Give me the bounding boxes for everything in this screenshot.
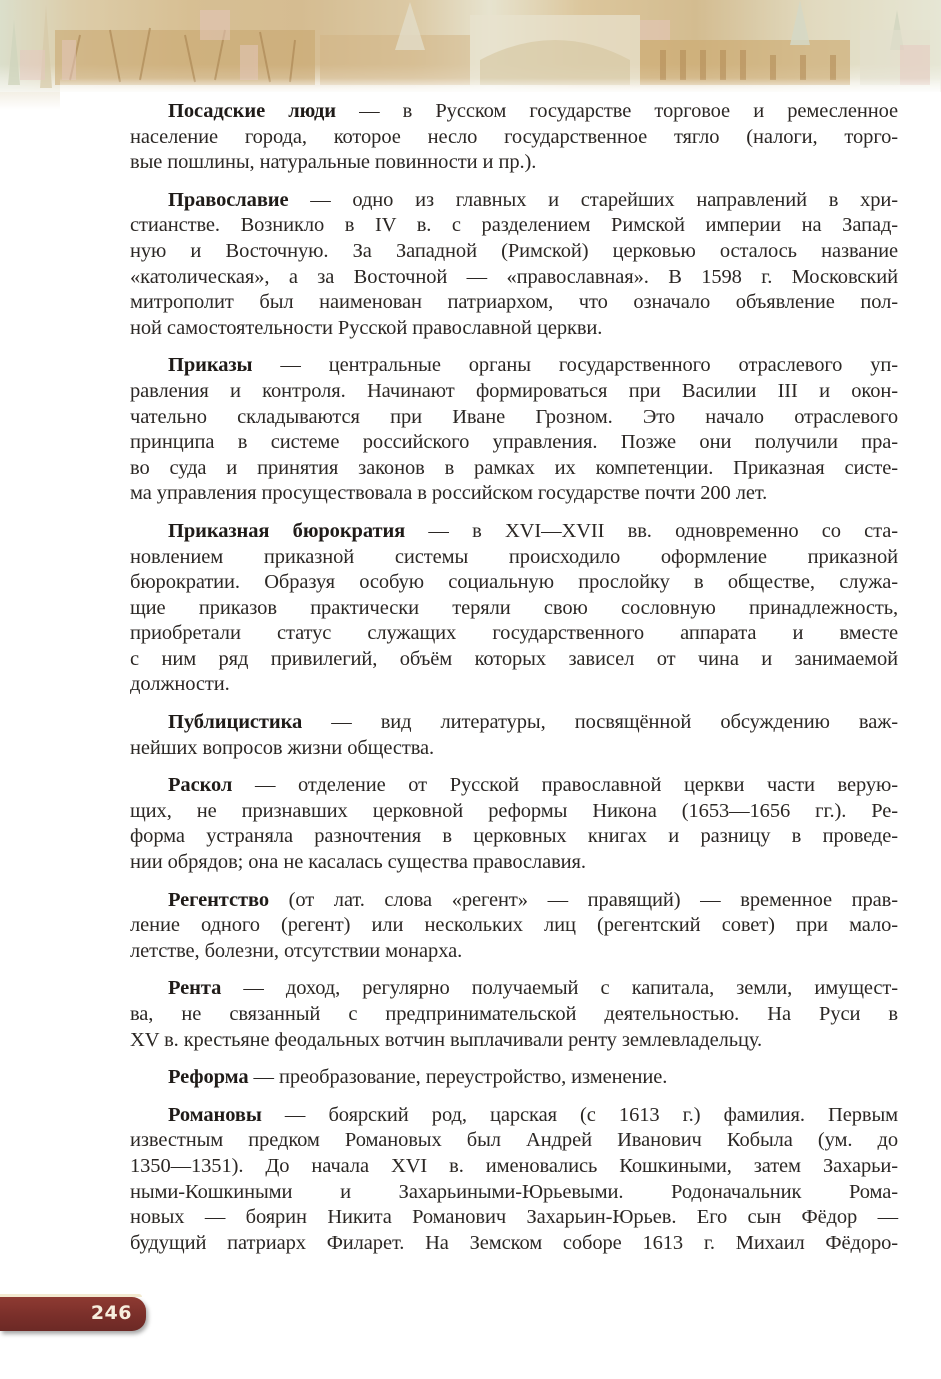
- glossary-term: Приказы: [168, 354, 253, 377]
- entry-line: Публицистика — вид литературы, посвящённой обсуждению важ-: [168, 711, 898, 734]
- entry-line: форма устраняла разночтения в церковных книгах и разницу в проведе-: [130, 825, 898, 848]
- entry-line: новлением приказной системы происходило оформление приказной: [130, 545, 898, 568]
- glossary-term: Православие: [168, 188, 289, 211]
- entry-line: ной самостоятельности Русской православной церкви.: [130, 316, 603, 339]
- entry-line: ными-Кошкиными и Захарьиными-Юрьевыми. Родоначальник Рома-: [130, 1180, 898, 1203]
- glossary-entry-raskol: [130, 773, 898, 875]
- page-number: 246: [90, 1302, 132, 1324]
- entry-line: «католическая», а за Восточной — «православная». В 1598 г. Московский: [130, 265, 898, 288]
- glossary-entry-regentstvo: [130, 888, 898, 965]
- entry-line: новых — боярин Никита Романович Захарьин-Юрьев. Его сын Фёдор —: [130, 1206, 898, 1229]
- entry-line: Приказная бюрократия — в XVI—XVII вв. одновременно со ста-: [168, 519, 898, 542]
- glossary-entry-renta: [130, 976, 898, 1053]
- entry-line: равления и контроля. Начинают формироваться при Василии III и окон-: [130, 379, 898, 402]
- entry-line: Посадские люди — в Русском государстве торговое и ремесленное: [168, 100, 898, 122]
- entry-line: Рента — доход, регулярно получаемый с капитала, земли, имущест-: [168, 977, 898, 1000]
- entry-line: митрополит был наименован патриархом, что означало объявление пол-: [130, 291, 898, 314]
- entry-line: будущий патриарх Филарет. На Земском соборе 1613 г. Михаил Фёдоро-: [130, 1231, 898, 1254]
- glossary-entry-reforma: [130, 1065, 898, 1091]
- glossary-term: Реформа: [168, 1066, 249, 1089]
- entry-line: XV в. крестьяне феодальных вотчин выплачивали ренту землевладельцу.: [130, 1028, 762, 1051]
- entry-line: вые пошлины, натуральные повинности и пр.).: [130, 151, 537, 174]
- glossary-entry-posadskie-lyudi: [130, 99, 898, 176]
- entry-line: нии обрядов; она не касалась существа православия.: [130, 851, 586, 874]
- entry-line: нейших вопросов жизни общества.: [130, 736, 435, 759]
- entry-line: ва, не связанный с предпринимательской деятельностью. На Руси в: [130, 1003, 898, 1025]
- entry-line: Реформа — преобразование, переустройство, изменение.: [168, 1066, 668, 1089]
- entry-line: известным предком Романовых был Андрей Иванович Кобыла (ум. до: [130, 1129, 898, 1152]
- entry-line: должности.: [130, 673, 230, 696]
- entry-line: во суда и принятия законов в рамках их компетенции. Приказная систе-: [130, 456, 898, 479]
- entry-line: 1350—1351). До начала XVI в. именовались Кошкиными, затем Захарьи-: [130, 1154, 898, 1177]
- glossary-term: Романовы: [168, 1103, 262, 1126]
- entry-line: летстве, болезни, отсутствии монарха.: [130, 939, 463, 962]
- entry-line: щих, не признавших церковной реформы Никона (1653—1656 гг.). Ре-: [130, 799, 898, 822]
- glossary-term: Посадские люди: [168, 100, 336, 122]
- entry-line: ма управления просуществовала в российском государстве почти 200 лет.: [130, 482, 768, 505]
- entry-line: Православие — одно из главных и старейших направлений в хри-: [168, 188, 898, 211]
- glossary-entry-pravoslavie: [130, 188, 898, 342]
- entry-line: Приказы — центральные органы государственного отраслевого уп-: [168, 354, 898, 377]
- entry-line: бюрократии. Образуя особую социальную прослойку в обществе, служа-: [130, 571, 898, 594]
- entry-line: Раскол — отделение от Русской православной церкви части верую-: [168, 774, 898, 797]
- entry-line: Романовы — боярский род, царская (с 1613 г.) фамилия. Первым: [168, 1103, 898, 1126]
- glossary-content: [130, 99, 898, 1268]
- entry-line: стианстве. Возникло в IV в. с разделением Римской империи на Запад-: [130, 214, 898, 237]
- glossary-entry-prikazy: [130, 353, 898, 507]
- header-fade: [60, 78, 940, 92]
- entry-line: ную и Восточную. За Западной (Римской) церковью осталось название: [130, 239, 898, 262]
- glossary-entry-romanovy: [130, 1103, 898, 1257]
- entry-line: принципа в системе российского управления. Позже они получили пра-: [130, 431, 898, 454]
- entry-line: щие приказов практически теряли свою сословную принадлежность,: [130, 596, 898, 619]
- page-number-tab: [0, 1297, 146, 1331]
- entry-line: Регентство (от лат. слова «регент» — правящий) — временное прав-: [168, 888, 898, 911]
- entry-line: чательно складываются при Иване Грозном. Это начало отраслевого: [130, 405, 898, 428]
- entry-line: с ним ряд привилегий, объём которых зависел от чина и занимаемой: [130, 647, 898, 670]
- glossary-term: Приказная бюрократия: [168, 519, 406, 542]
- entry-line: приобретали статус служащих государственного аппарата и вместе: [130, 622, 898, 645]
- entry-line: население города, которое несло государственное тягло (налоги, торго-: [130, 125, 898, 148]
- glossary-term: Раскол: [168, 774, 233, 797]
- header-illustration: [0, 0, 941, 92]
- entry-line: ление одного (регент) или нескольких лиц (регентский совет) при мало-: [130, 914, 898, 937]
- glossary-entry-publitsistika: [130, 710, 898, 761]
- glossary-entry-prikaznaya-byurokratiya: [130, 519, 898, 698]
- glossary-term: Рента: [168, 977, 222, 1000]
- glossary-term: Регентство: [168, 888, 269, 911]
- glossary-term: Публицистика: [168, 711, 303, 734]
